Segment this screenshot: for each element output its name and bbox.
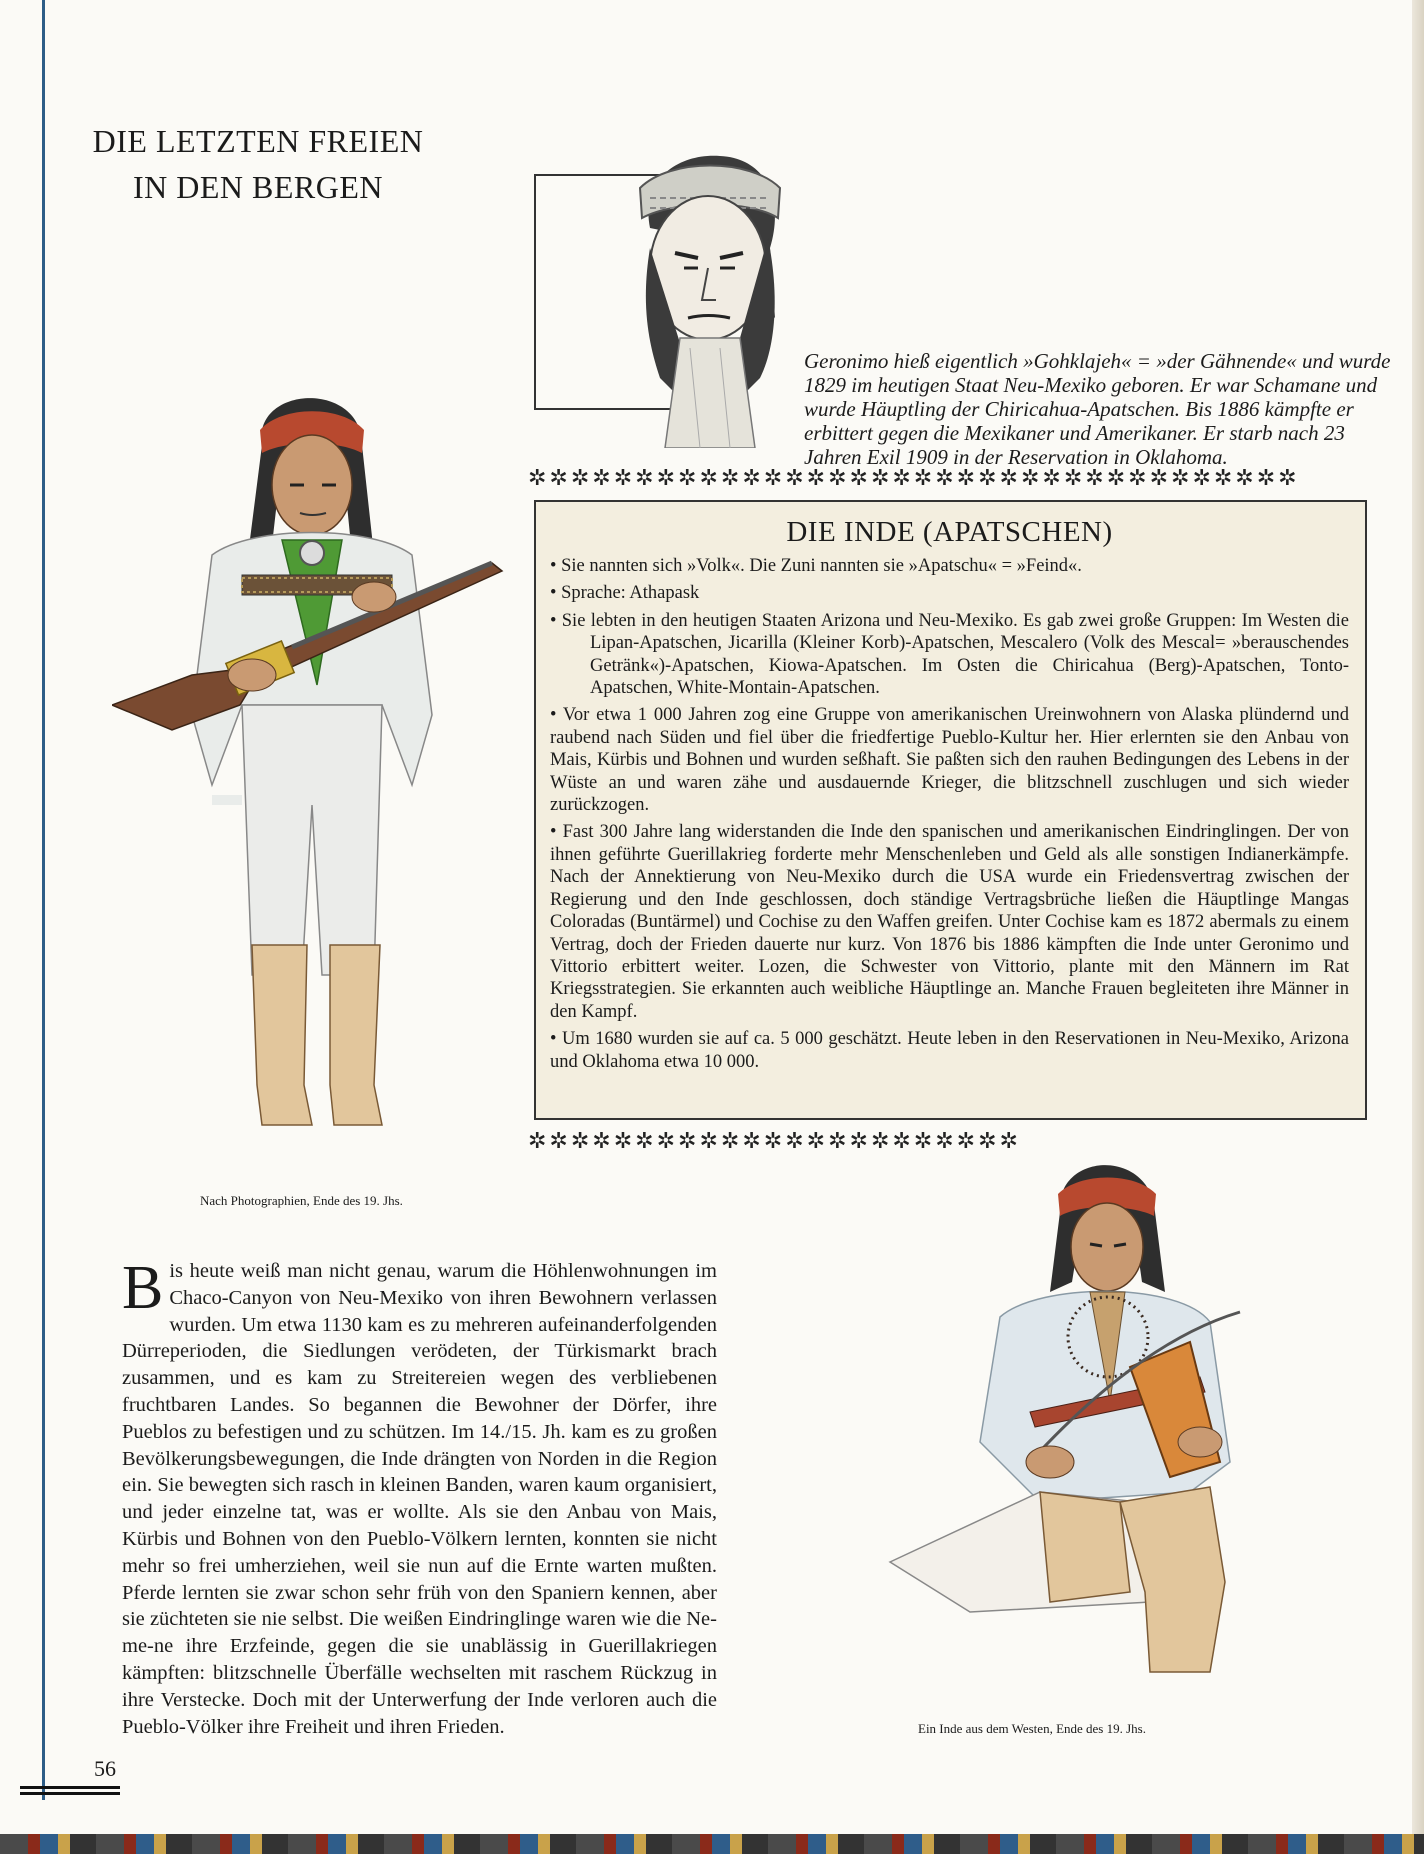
info-box-heading: DIE INDE (APATSCHEN): [786, 516, 1113, 548]
info-bullet-2: • Sprache: Athapask: [550, 583, 700, 604]
page-edge: [1412, 0, 1424, 1854]
info-bullet-1: • Sie nannten sich »Volk«. Die Zuni nannten sie »Apatschu« = »Feind«.: [550, 556, 1082, 576]
info-bullet-5: • Fast 300 Jahre lang widerstanden die Inde den spanischen und amerikanischen Eindringlingen. Der von ihnen geführte Guerillakrieg forderte mehr Menschenleben und Geld als alle sonstigen Indianerkämpfe. Nach der Annektierung von Neu-Mexiko durch die USA wurde ein Friedensvertrag zwischen der Regierung und den Inde geschlossen, doch ständige Vertragsbrüche ließen die Häuptlinge Mangas Coloradas (Buntärmel) und Cochise zu den Waffen greifen. Unter Cochise kam es 1872 abermals zu einem Vertrag, doch der Frieden dauerte nur kurz. Von 1876 bis 1886 kämpften die Inde unter Geronimo und Vittorio erbittert weiter. Lozen, die Schwester von Vittorio, plante mit den Männern im Rat Kriegsstrategien. Sie erkannten auch weibliche Häuptlinge an. Manche Frauen begleiteten ihre Männer in den Kampf.: [550, 822, 1349, 1022]
main-body-text: [122, 1254, 717, 1740]
info-bullet-6: • Um 1680 wurden sie auf ca. 5 000 geschätzt. Heute leben in den Reservationen in Neu-Mexiko, Arizona und Oklahoma etwa 10 000.: [550, 1029, 1349, 1072]
title-line-2: IN DEN BERGEN: [132, 169, 384, 205]
page-title: [78, 118, 438, 210]
drop-cap: B: [122, 1254, 164, 1322]
title-line-1: DIE LETZTEN FREIEN: [92, 123, 424, 159]
geronimo-caption: Geronimo hieß eigentlich »Gohklajeh« = »der Gähnende« und wurde 1829 im heutigen Staat Neu-Mexiko geboren. Er war Schamane und wurde Häuptling der Chiricahua-Apatschen. Bis 1886 kämpfte er erbittert gegen die Mexikaner und Amerikaner. Er starb nach 23 Jahren Exil 1909 in der Reservation in Oklahoma.: [804, 349, 1391, 469]
bottom-decorative-band: [0, 1834, 1424, 1854]
warrior-caption: Nach Photographien, Ende des 19. Jhs.: [200, 1193, 403, 1208]
musician-caption: Ein Inde aus dem Westen, Ende des 19. Jhs.: [918, 1721, 1146, 1736]
page-number: 56: [94, 1756, 116, 1781]
inde-musician-illustration: [880, 1142, 1300, 1732]
page-number-rule-2: [20, 1792, 120, 1795]
info-bullet-4: • Vor etwa 1 000 Jahren zog eine Gruppe von amerikanischen Ureinwohnern von Alaska plündernd und raubend nach Süden und fiel über die friedfertige Pueblo-Kultur her. Hier erlernten sie den Anbau von Mais, Kürbis und Bohnen und wurden seßhaft. Sie paßten sich den rauhen Bedingungen des Lebens in der Wüste an und waren zähe und ausdauernde Krieger, die blitzschnell zuschlugen und sich wieder zurückzogen.: [550, 705, 1349, 816]
page-number-rule: [20, 1786, 120, 1789]
page-spine-line: [42, 0, 45, 1800]
ornament-row-top: ✲✲✲✲✲✲✲✲✲✲✲✲✲✲✲✲✲✲✲✲✲✲✲✲✲✲✲✲✲✲✲✲✲✲✲✲: [528, 465, 1300, 490]
info-bullet-3: • Sie lebten in den heutigen Staaten Arizona und Neu-Mexiko. Es gab zwei große Gruppen: Im Westen die Lipan-Apatschen, Jicarilla (Kleiner Korb)-Apatschen, Mescalero (Volk des Mescal= »berauschendes Getränk«)-Apatschen, Kiowa-Apatschen. Im Osten die Chiricahua (Berg)-Apatschen, Tonto-Apatschen, White-Montain-Apatschen.: [550, 610, 1349, 699]
ornament-row-bottom: ✲✲✲✲✲✲✲✲✲✲✲✲✲✲✲✲✲✲✲✲✲✲✲: [528, 1128, 1021, 1153]
body-paragraph: is heute weiß man nicht genau, warum die Höhlenwohnungen im Chaco-Canyon von Neu-Mexiko von ihren Bewohnern verlassen wurden. Um etwa 1130 kam es zu mehreren aufeinanderfolgenden Dürreperioden, die Siedlungen verödeten, der Türkismarkt brach zusammen, und es kam zu Streitereien wegen des verbliebenen fruchtbaren Landes. So begannen die Bewohner der Dörfer, ihre Pueblos zu befestigen und zu schützen. Im 14./15. Jh. kam es zu großen Bevölkerungsbewegungen, die Inde drängten von Norden in die Region ein. Sie bewegten sich rasch in kleinen Banden, waren kaum organisiert, und jeder einzelne tat, was er wollte. Als sie den Anbau von Mais, Kürbis und Bohnen von den Pueblo-Völkern lernten, konnten sie nicht mehr so frei umherziehen, weil sie nun auf die Ernte warten mußten. Pferde lernten sie zwar schon sehr früh von den Spaniern kennen, aber sie züchteten sie nie selbst. Die weißen Eindringlinge waren wie die Ne-me-ne ihre Erzfeinde, gegen die sie unablässig in Guerillakriegen kämpften: blitzschnelle Überfälle wechselten mit raschem Rückzug in ihre Verstecke. Doch mit der Unterwerfung der Inde verloren auch die Pueblo-Völker ihre Freiheit und ihren Frieden.: [122, 1260, 717, 1738]
geronimo-portrait-illustration: [580, 118, 820, 448]
apache-warrior-illustration: [112, 385, 572, 1175]
info-box-inde: [534, 500, 1367, 1120]
